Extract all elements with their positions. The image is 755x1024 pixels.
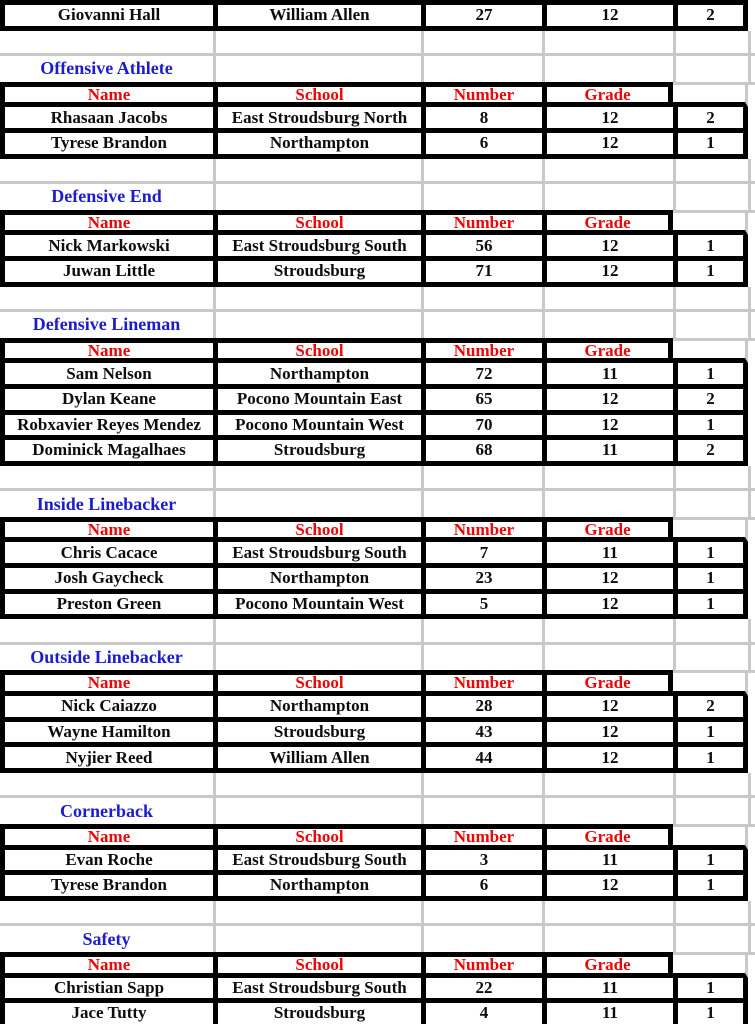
school-cell: East Stroudsburg South — [213, 978, 421, 1004]
table-row — [0, 542, 755, 568]
empty-cell — [542, 466, 673, 492]
separator-row — [0, 31, 755, 57]
player-name-cell: Dominick Magalhaes — [0, 440, 213, 466]
grade-cell: 12 — [542, 0, 673, 31]
empty-cell — [213, 184, 421, 210]
table-row — [0, 440, 755, 466]
empty-cell — [213, 287, 421, 313]
table-row — [0, 389, 755, 415]
count-cell: 1 — [673, 747, 748, 773]
school-cell: Stroudsburg — [213, 261, 421, 287]
row-margin — [748, 159, 755, 185]
column-header-school: School — [213, 338, 421, 364]
empty-cell — [213, 159, 421, 185]
empty-cell — [421, 184, 542, 210]
separator-row — [0, 287, 755, 313]
table-header-row — [0, 338, 755, 364]
column-header-name: Name — [0, 824, 213, 850]
table-header-row — [0, 82, 755, 108]
school-cell: Northampton — [213, 875, 421, 901]
row-margin — [748, 645, 755, 671]
row-margin — [748, 824, 755, 850]
column-header-grade: Grade — [542, 517, 673, 543]
table-row — [0, 133, 755, 159]
count-cell: 1 — [673, 415, 748, 441]
table-row — [0, 696, 755, 722]
empty-cell — [673, 312, 748, 338]
column-header-number: Number — [421, 670, 542, 696]
empty-cell — [542, 56, 673, 82]
player-name-cell: Evan Roche — [0, 850, 213, 876]
count-cell: 1 — [673, 594, 748, 620]
count-column-header-empty — [673, 952, 748, 978]
number-cell: 44 — [421, 747, 542, 773]
empty-cell — [542, 491, 673, 517]
row-margin — [748, 978, 755, 1004]
section-title-row — [0, 184, 755, 210]
column-header-school: School — [213, 82, 421, 108]
player-name-cell: Nick Markowski — [0, 235, 213, 261]
row-margin — [748, 389, 755, 415]
row-margin — [748, 875, 755, 901]
count-cell: 1 — [673, 978, 748, 1004]
section-title: Safety — [82, 928, 131, 949]
empty-cell — [673, 184, 748, 210]
grade-cell: 12 — [542, 696, 673, 722]
school-cell: Pocono Mountain West — [213, 415, 421, 441]
empty-cell — [421, 159, 542, 185]
row-margin — [748, 798, 755, 824]
number-cell: 23 — [421, 568, 542, 594]
empty-cell — [421, 926, 542, 952]
row-margin — [748, 542, 755, 568]
row-margin — [748, 773, 755, 799]
table-row — [0, 747, 755, 773]
table-row — [0, 568, 755, 594]
table-row — [0, 594, 755, 620]
table-header-row — [0, 670, 755, 696]
column-header-number: Number — [421, 824, 542, 850]
player-name-cell: Robxavier Reyes Mendez — [0, 415, 213, 441]
section-title: Defensive Lineman — [32, 314, 181, 335]
empty-cell — [542, 184, 673, 210]
grade-cell: 12 — [542, 261, 673, 287]
empty-cell — [0, 901, 213, 927]
number-cell: 56 — [421, 235, 542, 261]
row-margin — [748, 670, 755, 696]
column-header-name: Name — [0, 82, 213, 108]
school-cell: East Stroudsburg South — [213, 235, 421, 261]
count-cell: 2 — [673, 696, 748, 722]
grade-cell: 11 — [542, 850, 673, 876]
separator-row — [0, 466, 755, 492]
empty-cell — [421, 56, 542, 82]
section-title-row — [0, 798, 755, 824]
row-margin — [748, 466, 755, 492]
count-cell: 2 — [673, 389, 748, 415]
count-cell: 1 — [673, 1003, 748, 1024]
school-cell: Northampton — [213, 363, 421, 389]
number-cell: 8 — [421, 107, 542, 133]
count-cell: 2 — [673, 107, 748, 133]
section-title-row — [0, 645, 755, 671]
section-title-row — [0, 312, 755, 338]
column-header-name: Name — [0, 338, 213, 364]
player-name-cell: Chris Cacace — [0, 542, 213, 568]
row-margin — [748, 133, 755, 159]
row-margin — [748, 0, 755, 31]
school-cell: William Allen — [213, 0, 421, 31]
player-name-cell: Sam Nelson — [0, 363, 213, 389]
row-margin — [748, 440, 755, 466]
table-row — [0, 363, 755, 389]
section-title: Inside Linebacker — [36, 493, 177, 514]
empty-cell — [542, 31, 673, 57]
number-cell: 27 — [421, 0, 542, 31]
row-margin — [748, 415, 755, 441]
empty-cell — [0, 159, 213, 185]
number-cell: 71 — [421, 261, 542, 287]
row-margin — [748, 722, 755, 748]
school-cell: Northampton — [213, 568, 421, 594]
count-cell: 1 — [673, 133, 748, 159]
count-column-header-empty — [673, 517, 748, 543]
table-row — [0, 978, 755, 1004]
table-row — [0, 850, 755, 876]
empty-cell — [421, 31, 542, 57]
empty-cell — [542, 773, 673, 799]
school-cell: William Allen — [213, 747, 421, 773]
table-row — [0, 0, 755, 31]
empty-cell — [673, 619, 748, 645]
count-cell: 1 — [673, 261, 748, 287]
row-margin — [748, 261, 755, 287]
table-row — [0, 107, 755, 133]
count-cell: 2 — [673, 0, 748, 31]
separator-row — [0, 159, 755, 185]
empty-cell — [421, 619, 542, 645]
column-header-school: School — [213, 952, 421, 978]
school-cell: East Stroudsburg North — [213, 107, 421, 133]
row-margin — [748, 568, 755, 594]
empty-cell — [421, 312, 542, 338]
empty-cell — [673, 56, 748, 82]
empty-cell — [673, 31, 748, 57]
empty-cell — [421, 773, 542, 799]
count-cell: 1 — [673, 542, 748, 568]
table-header-row — [0, 824, 755, 850]
empty-cell — [421, 798, 542, 824]
empty-cell — [542, 287, 673, 313]
grade-cell: 11 — [542, 440, 673, 466]
empty-cell — [542, 159, 673, 185]
number-cell: 28 — [421, 696, 542, 722]
school-cell: East Stroudsburg South — [213, 542, 421, 568]
empty-cell — [213, 926, 421, 952]
empty-cell — [542, 312, 673, 338]
player-name-cell: Nick Caiazzo — [0, 696, 213, 722]
table-header-row — [0, 517, 755, 543]
column-header-number: Number — [421, 338, 542, 364]
empty-cell — [421, 466, 542, 492]
separator-row — [0, 901, 755, 927]
empty-cell — [421, 645, 542, 671]
number-cell: 68 — [421, 440, 542, 466]
column-header-school: School — [213, 210, 421, 236]
row-margin — [748, 338, 755, 364]
number-cell: 22 — [421, 978, 542, 1004]
player-name-cell: Juwan Little — [0, 261, 213, 287]
number-cell: 65 — [421, 389, 542, 415]
column-header-number: Number — [421, 952, 542, 978]
number-cell: 70 — [421, 415, 542, 441]
column-header-grade: Grade — [542, 338, 673, 364]
row-margin — [748, 82, 755, 108]
empty-cell — [542, 619, 673, 645]
number-cell: 72 — [421, 363, 542, 389]
row-margin — [748, 747, 755, 773]
column-header-school: School — [213, 517, 421, 543]
empty-cell — [0, 466, 213, 492]
count-column-header-empty — [673, 338, 748, 364]
empty-cell — [213, 901, 421, 927]
section-title: Defensive End — [51, 186, 162, 207]
grade-cell: 12 — [542, 875, 673, 901]
number-cell: 6 — [421, 875, 542, 901]
row-margin — [748, 312, 755, 338]
empty-cell — [673, 287, 748, 313]
grade-cell: 11 — [542, 363, 673, 389]
school-cell: Stroudsburg — [213, 1003, 421, 1024]
row-margin — [748, 184, 755, 210]
grade-cell: 12 — [542, 568, 673, 594]
player-name-cell: Nyjier Reed — [0, 747, 213, 773]
grade-cell: 12 — [542, 722, 673, 748]
row-margin — [748, 952, 755, 978]
number-cell: 5 — [421, 594, 542, 620]
number-cell: 6 — [421, 133, 542, 159]
empty-cell — [673, 466, 748, 492]
player-name-cell: Jace Tutty — [0, 1003, 213, 1024]
row-margin — [748, 491, 755, 517]
row-margin — [748, 619, 755, 645]
row-margin — [748, 235, 755, 261]
row-margin — [748, 31, 755, 57]
player-name-cell: Preston Green — [0, 594, 213, 620]
section-title: Offensive Athlete — [40, 58, 173, 79]
row-margin — [748, 594, 755, 620]
table-header-row — [0, 210, 755, 236]
table-header-row — [0, 952, 755, 978]
school-cell: Northampton — [213, 696, 421, 722]
school-cell: Stroudsburg — [213, 440, 421, 466]
column-header-name: Name — [0, 670, 213, 696]
player-name-cell: Giovanni Hall — [0, 0, 213, 31]
table-row — [0, 235, 755, 261]
table-row — [0, 1003, 755, 1024]
count-column-header-empty — [673, 670, 748, 696]
player-name-cell: Wayne Hamilton — [0, 722, 213, 748]
number-cell: 3 — [421, 850, 542, 876]
player-name-cell: Tyrese Brandon — [0, 133, 213, 159]
grade-cell: 12 — [542, 389, 673, 415]
row-margin — [748, 287, 755, 313]
column-header-name: Name — [0, 517, 213, 543]
count-cell: 2 — [673, 440, 748, 466]
section-title-row — [0, 491, 755, 517]
table-row — [0, 415, 755, 441]
empty-cell — [421, 901, 542, 927]
grade-cell: 12 — [542, 235, 673, 261]
section-title-row — [0, 56, 755, 82]
player-name-cell: Rhasaan Jacobs — [0, 107, 213, 133]
count-column-header-empty — [673, 824, 748, 850]
grade-cell: 12 — [542, 594, 673, 620]
column-header-name: Name — [0, 952, 213, 978]
player-name-cell: Tyrese Brandon — [0, 875, 213, 901]
row-margin — [748, 901, 755, 927]
table-row — [0, 261, 755, 287]
column-header-grade: Grade — [542, 824, 673, 850]
count-column-header-empty — [673, 210, 748, 236]
row-margin — [748, 107, 755, 133]
empty-cell — [0, 287, 213, 313]
empty-cell — [542, 926, 673, 952]
empty-cell — [213, 31, 421, 57]
empty-cell — [673, 773, 748, 799]
empty-cell — [213, 312, 421, 338]
row-margin — [748, 926, 755, 952]
row-margin — [748, 517, 755, 543]
separator-row — [0, 773, 755, 799]
count-cell: 1 — [673, 722, 748, 748]
school-cell: Northampton — [213, 133, 421, 159]
row-margin — [748, 850, 755, 876]
empty-cell — [213, 773, 421, 799]
empty-cell — [421, 491, 542, 517]
empty-cell — [0, 619, 213, 645]
grade-cell: 11 — [542, 1003, 673, 1024]
empty-cell — [213, 491, 421, 517]
table-row — [0, 875, 755, 901]
empty-cell — [673, 798, 748, 824]
row-margin — [748, 210, 755, 236]
section-title-row — [0, 926, 755, 952]
number-cell: 4 — [421, 1003, 542, 1024]
count-cell: 1 — [673, 875, 748, 901]
number-cell: 43 — [421, 722, 542, 748]
count-column-header-empty — [673, 82, 748, 108]
column-header-number: Number — [421, 517, 542, 543]
section-title: Outside Linebacker — [30, 647, 183, 668]
table-row — [0, 722, 755, 748]
empty-cell — [213, 645, 421, 671]
column-header-grade: Grade — [542, 670, 673, 696]
empty-cell — [673, 901, 748, 927]
player-name-cell: Christian Sapp — [0, 978, 213, 1004]
number-cell: 7 — [421, 542, 542, 568]
grade-cell: 11 — [542, 542, 673, 568]
count-cell: 1 — [673, 363, 748, 389]
player-name-cell: Dylan Keane — [0, 389, 213, 415]
count-cell: 1 — [673, 235, 748, 261]
school-cell: Stroudsburg — [213, 722, 421, 748]
row-margin — [748, 696, 755, 722]
row-margin — [748, 56, 755, 82]
empty-cell — [0, 773, 213, 799]
empty-cell — [542, 798, 673, 824]
column-header-number: Number — [421, 210, 542, 236]
row-margin — [748, 1003, 755, 1024]
school-cell: Pocono Mountain West — [213, 594, 421, 620]
column-header-school: School — [213, 824, 421, 850]
column-header-grade: Grade — [542, 82, 673, 108]
grade-cell: 12 — [542, 747, 673, 773]
empty-cell — [673, 926, 748, 952]
empty-cell — [421, 287, 542, 313]
empty-cell — [213, 619, 421, 645]
empty-cell — [213, 466, 421, 492]
count-cell: 1 — [673, 568, 748, 594]
count-cell: 1 — [673, 850, 748, 876]
column-header-grade: Grade — [542, 210, 673, 236]
column-header-grade: Grade — [542, 952, 673, 978]
grade-cell: 12 — [542, 415, 673, 441]
school-cell: Pocono Mountain East — [213, 389, 421, 415]
empty-cell — [673, 159, 748, 185]
empty-cell — [213, 798, 421, 824]
player-name-cell: Josh Gaycheck — [0, 568, 213, 594]
grade-cell: 12 — [542, 107, 673, 133]
empty-cell — [0, 31, 213, 57]
column-header-number: Number — [421, 82, 542, 108]
section-title: Cornerback — [60, 800, 153, 821]
grade-cell: 12 — [542, 133, 673, 159]
row-margin — [748, 363, 755, 389]
empty-cell — [542, 901, 673, 927]
school-cell: East Stroudsburg South — [213, 850, 421, 876]
empty-cell — [673, 491, 748, 517]
separator-row — [0, 619, 755, 645]
column-header-name: Name — [0, 210, 213, 236]
empty-cell — [213, 56, 421, 82]
column-header-school: School — [213, 670, 421, 696]
empty-cell — [542, 645, 673, 671]
empty-cell — [673, 645, 748, 671]
grade-cell: 11 — [542, 978, 673, 1004]
